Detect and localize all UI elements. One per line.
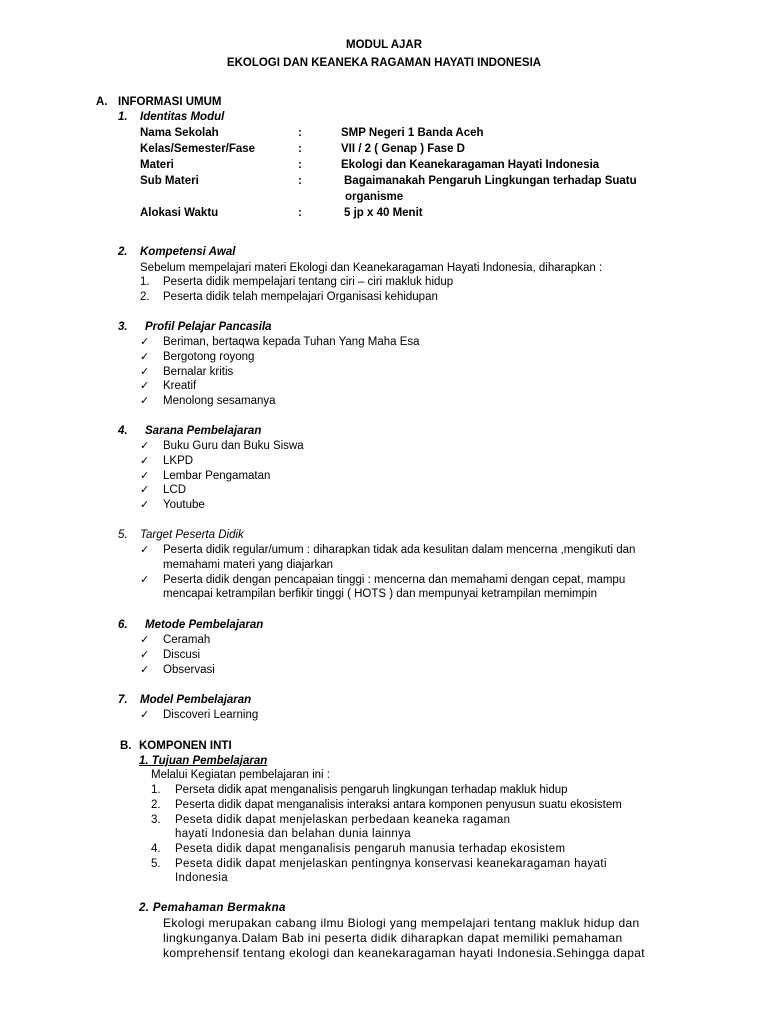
list-number: 3.	[151, 814, 161, 826]
list-item: Bernalar kritis	[163, 366, 234, 378]
identitas-colon: :	[298, 159, 302, 171]
identitas-colon: :	[298, 175, 302, 187]
pemahaman-heading: 2. Pemahaman Bermakna	[139, 902, 286, 914]
checkmark-icon: ✓	[140, 380, 150, 392]
checkmark-icon: ✓	[140, 395, 150, 407]
document-title: MODUL AJAR	[345, 39, 423, 51]
metode-num: 6.	[118, 619, 128, 631]
section-b-letter: B.	[120, 740, 132, 752]
checkmark-icon: ✓	[140, 470, 150, 482]
list-item: LKPD	[163, 455, 194, 467]
identitas-colon: :	[298, 207, 302, 219]
list-number: 2.	[151, 799, 161, 811]
checkmark-icon: ✓	[140, 336, 150, 348]
list-item: Peseta didik dapat menganalisis pengaruh manusia terhadap ekosistem	[175, 843, 566, 855]
target-num: 5.	[118, 529, 128, 541]
checkmark-icon: ✓	[140, 440, 150, 452]
list-item: Peserta didik telah mempelajari Organisasi kehidupan	[163, 291, 438, 303]
identitas-label: Alokasi Waktu	[140, 207, 219, 219]
list-item: Peseta didik dapat menjelaskan perbedaan keaneka ragaman	[175, 814, 511, 826]
list-item: Observasi	[163, 664, 215, 676]
list-item: Ceramah	[163, 634, 211, 646]
identitas-label: Kelas/Semester/Fase	[140, 143, 256, 155]
checkmark-icon: ✓	[140, 351, 150, 363]
paragraph-line: lingkunganya.Dalam Bab ini peserta didik diharapkan dapat memiliki pemahaman	[163, 931, 623, 945]
identitas-label: Materi	[140, 159, 174, 171]
list-item: Beriman, bertaqwa kepada Tuhan Yang Maha Esa	[163, 336, 420, 348]
identitas-value: Bagaimanakah Pengaruh Lingkungan terhadap Suatu	[344, 175, 637, 187]
list-number: 2.	[140, 291, 150, 303]
profil-num: 3.	[118, 321, 128, 333]
tujuan-heading: 1. Tujuan Pembelajaran	[139, 755, 268, 767]
model-num: 7.	[118, 694, 128, 706]
checkmark-icon: ✓	[140, 574, 150, 586]
identitas-num: 1.	[118, 111, 128, 123]
list-item-continued: hayati Indonesia dan belahan dunia lainnya	[175, 828, 411, 840]
list-item: Buku Guru dan Buku Siswa	[163, 440, 304, 452]
kompetensi-intro: Sebelum mempelajari materi Ekologi dan Keanekaragaman Hayati Indonesia, diharapkan :	[140, 262, 603, 274]
list-item: Peserta didik dengan pencapaian tinggi : mencerna dan memahami dengan cepat, mampu	[163, 574, 626, 586]
checkmark-icon: ✓	[140, 649, 150, 661]
identitas-value: Ekologi dan Keanekaragaman Hayati Indonesia	[341, 159, 600, 171]
checkmark-icon: ✓	[140, 544, 150, 556]
checkmark-icon: ✓	[140, 484, 150, 496]
document-subtitle: EKOLOGI DAN KEANEKA RAGAMAN HAYATI INDONESIA	[226, 57, 542, 69]
list-number: 1.	[140, 276, 150, 288]
identitas-label: Nama Sekolah	[140, 127, 219, 139]
sarana-heading: Sarana Pembelajaran	[145, 425, 262, 437]
checkmark-icon: ✓	[140, 634, 150, 646]
list-item: Peserta didik dapat menganalisis interaksi antara komponen penyusun suatu ekosistem	[175, 799, 622, 811]
section-a-letter: A.	[96, 96, 108, 108]
list-item: Youtube	[163, 499, 205, 511]
checkmark-icon: ✓	[140, 709, 150, 721]
list-item: Discoveri Learning	[163, 709, 259, 721]
identitas-value: VII / 2 ( Genap ) Fase D	[341, 143, 465, 155]
kompetensi-num: 2.	[118, 246, 128, 258]
paragraph-line: Ekologi merupakan cabang ilmu Biologi yang mempelajari tentang makluk hidup dan	[163, 916, 640, 930]
kompetensi-heading: Kompetensi Awal	[140, 246, 236, 258]
list-number: 1.	[151, 784, 161, 796]
tujuan-intro: Melalui Kegiatan pembelajaran ini :	[151, 769, 330, 781]
checkmark-icon: ✓	[140, 366, 150, 378]
identitas-heading: Identitas Modul	[140, 111, 225, 123]
identitas-value: SMP Negeri 1 Banda Aceh	[341, 127, 484, 139]
model-heading: Model Pembelajaran	[140, 694, 252, 706]
sarana-num: 4.	[118, 425, 128, 437]
identitas-colon: :	[298, 127, 302, 139]
target-heading: Target Peserta Didik	[140, 529, 244, 541]
list-item-continued: memahami materi yang diajarkan	[163, 559, 334, 571]
list-item: Peserta didik regular/umum : diharapkan tidak ada kesulitan dalam mencerna ,mengikuti dan	[163, 544, 636, 556]
list-number: 4.	[151, 843, 161, 855]
list-item: Peserta didik mempelajari tentang ciri – ciri makluk hidup	[163, 276, 454, 288]
identitas-label: Sub Materi	[140, 175, 199, 187]
section-b-heading: KOMPONEN INTI	[139, 740, 232, 752]
list-item: Bergotong royong	[163, 351, 255, 363]
list-item-continued: Indonesia	[175, 872, 229, 884]
list-item-continued: mencapai ketrampilan berfikir tinggi ( HOTS ) dan mempunyai ketrampilan memimpin	[163, 588, 597, 600]
metode-heading: Metode Pembelajaran	[145, 619, 264, 631]
list-item: Menolong sesamanya	[163, 395, 276, 407]
checkmark-icon: ✓	[140, 499, 150, 511]
identitas-value-continued: organisme	[345, 191, 404, 203]
list-item: LCD	[163, 484, 187, 496]
identitas-colon: :	[298, 143, 302, 155]
list-item: Discusi	[163, 649, 201, 661]
list-item: Lembar Pengamatan	[163, 470, 271, 482]
list-number: 5.	[151, 858, 161, 870]
paragraph-line: komprehensif tentang ekologi dan keanekaragaman hayati Indonesia.Sehingga dapat	[163, 946, 645, 960]
list-item: Kreatif	[163, 380, 197, 392]
identitas-value: 5 jp x 40 Menit	[344, 207, 423, 219]
checkmark-icon: ✓	[140, 664, 150, 676]
profil-heading: Profil Pelajar Pancasila	[145, 321, 272, 333]
list-item: Peseta didik dapat menjelaskan pentingnya konservasi keanekaragaman hayati	[175, 858, 607, 870]
section-a-heading: INFORMASI UMUM	[118, 96, 222, 108]
list-item: Perseta didik apat menganalisis pengaruh lingkungan terhadap makluk hidup	[175, 784, 568, 796]
checkmark-icon: ✓	[140, 455, 150, 467]
